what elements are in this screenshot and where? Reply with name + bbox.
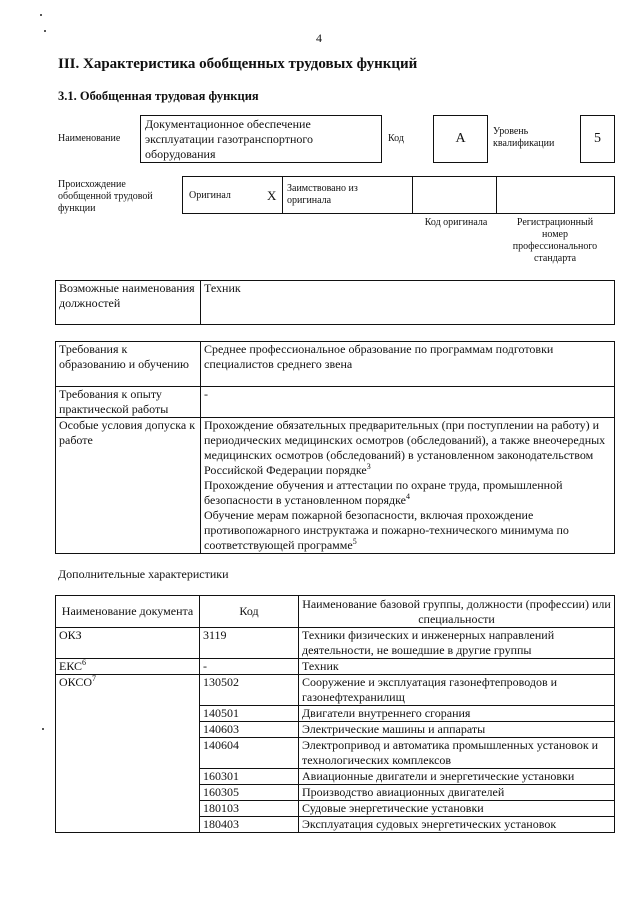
education-value: Среднее профессиональное образование по программам подготовки специалистов среднего звена	[201, 342, 615, 387]
code-original-label: Код оригинала	[424, 217, 488, 228]
code-value-box	[433, 115, 488, 163]
header-code: Код	[200, 596, 299, 628]
header-name: Наименование базовой группы, должности (профессии) или специальности	[299, 596, 615, 628]
code-value: А	[455, 131, 466, 146]
okso-code: 180103	[200, 801, 299, 817]
footnote-ref: 7	[92, 674, 97, 683]
name-value-box	[140, 115, 382, 163]
positions-value: Техник	[201, 281, 615, 325]
doc-eks: ЕКС$^6$	[56, 659, 200, 675]
scan-speck	[42, 728, 44, 730]
requirements-table	[55, 341, 615, 554]
condition-safety-training: Прохождение обучения и аттестации по охране труда, промышленной безопасности в установленном порядке$^4$	[204, 478, 563, 507]
education-label: Требования к образованию и обучению	[56, 342, 201, 387]
reg-number-label: Регистрационный номер профессионального стандарта	[512, 217, 598, 264]
experience-value: -	[201, 387, 615, 418]
origin-divider-1	[282, 177, 283, 213]
okso-code: 140603	[200, 722, 299, 738]
okso-name: Эксплуатация судовых энергетических установок	[299, 817, 615, 833]
doc-okso: ОКСО$^7$	[56, 675, 200, 833]
section-title: III. Характеристика обобщенных трудовых функций	[58, 56, 418, 72]
table-row	[56, 659, 615, 675]
okso-code: 130502	[200, 675, 299, 706]
okso-name: Производство авиационных двигателей	[299, 785, 615, 801]
original-mark: X	[267, 188, 277, 203]
scan-speck	[40, 14, 42, 16]
okso-code: 160305	[200, 785, 299, 801]
header-document: Наименование документа	[56, 596, 200, 628]
condition-fire-safety: Обучение мерам пожарной безопасности, включая прохождение противопожарного инструктажа и пожарно-технического минимума по соответствующей программе$^5$	[204, 508, 569, 552]
footnote-ref: 4	[405, 492, 410, 501]
level-label: Уровень квалификации	[493, 126, 555, 149]
special-conditions-value	[201, 418, 615, 554]
okso-code: 180403	[200, 817, 299, 833]
okso-name: Авиационные двигатели и энергетические установки	[299, 769, 615, 785]
footnote-ref: 6	[82, 658, 87, 667]
okso-name: Двигатели внутреннего сгорания	[299, 706, 615, 722]
name-okz: Техники физических и инженерных направлений деятельности, не вошедшие в другие группы	[299, 628, 615, 659]
okso-name: Судовые энергетические установки	[299, 801, 615, 817]
doc-okz: ОКЗ	[56, 628, 200, 659]
level-value: 5	[594, 131, 601, 146]
origin-label: Происхождение обобщенной трудовой функции	[58, 179, 153, 214]
experience-label: Требования к опыту практической работы	[56, 387, 201, 418]
table-row	[56, 675, 615, 706]
level-value-box	[580, 115, 615, 163]
footnote-ref: 3	[366, 462, 371, 471]
subsection-title: 3.1. Обобщенная трудовая функция	[58, 89, 259, 103]
additional-title: Дополнительные характеристики	[58, 567, 229, 581]
borrowed-label: Заимствовано из оригинала	[287, 183, 358, 206]
footnote-ref: 5	[352, 537, 357, 546]
okso-code: 160301	[200, 769, 299, 785]
okso-name: Сооружение и эксплуатация газонефтепроводов и газонефтехранилищ	[299, 675, 615, 706]
positions-label: Возможные наименования должностей	[56, 281, 201, 325]
origin-divider-2	[412, 177, 413, 213]
origin-row	[182, 176, 615, 214]
special-conditions-label: Особые условия допуска к работе	[56, 418, 201, 554]
page-number: 4	[316, 31, 322, 45]
name-value: Документационное обеспечение эксплуатации газотранспортного оборудования	[145, 117, 314, 161]
scan-speck	[44, 30, 46, 32]
origin-divider-3	[496, 177, 497, 213]
table-row	[56, 628, 615, 659]
name-label: Наименование	[58, 133, 121, 144]
positions-table	[55, 280, 615, 325]
code-okz: 3119	[200, 628, 299, 659]
original-label: Оригинал	[189, 190, 231, 201]
code-eks: -	[200, 659, 299, 675]
okso-name: Электропривод и автоматика промышленных установок и технологических комплексов	[299, 738, 615, 769]
okso-name: Электрические машины и аппараты	[299, 722, 615, 738]
additional-table	[55, 595, 615, 833]
okso-code: 140604	[200, 738, 299, 769]
name-eks: Техник	[299, 659, 615, 675]
okso-code: 140501	[200, 706, 299, 722]
condition-medical: Прохождение обязательных предварительных (при поступлении на работу) и периодических медицинских осмотров (обследований), а также внеочередных медицинских осмотров (обследований) в установленном законодательством Российской Федерации порядке$^3$	[204, 418, 606, 477]
code-label: Код	[388, 133, 404, 144]
